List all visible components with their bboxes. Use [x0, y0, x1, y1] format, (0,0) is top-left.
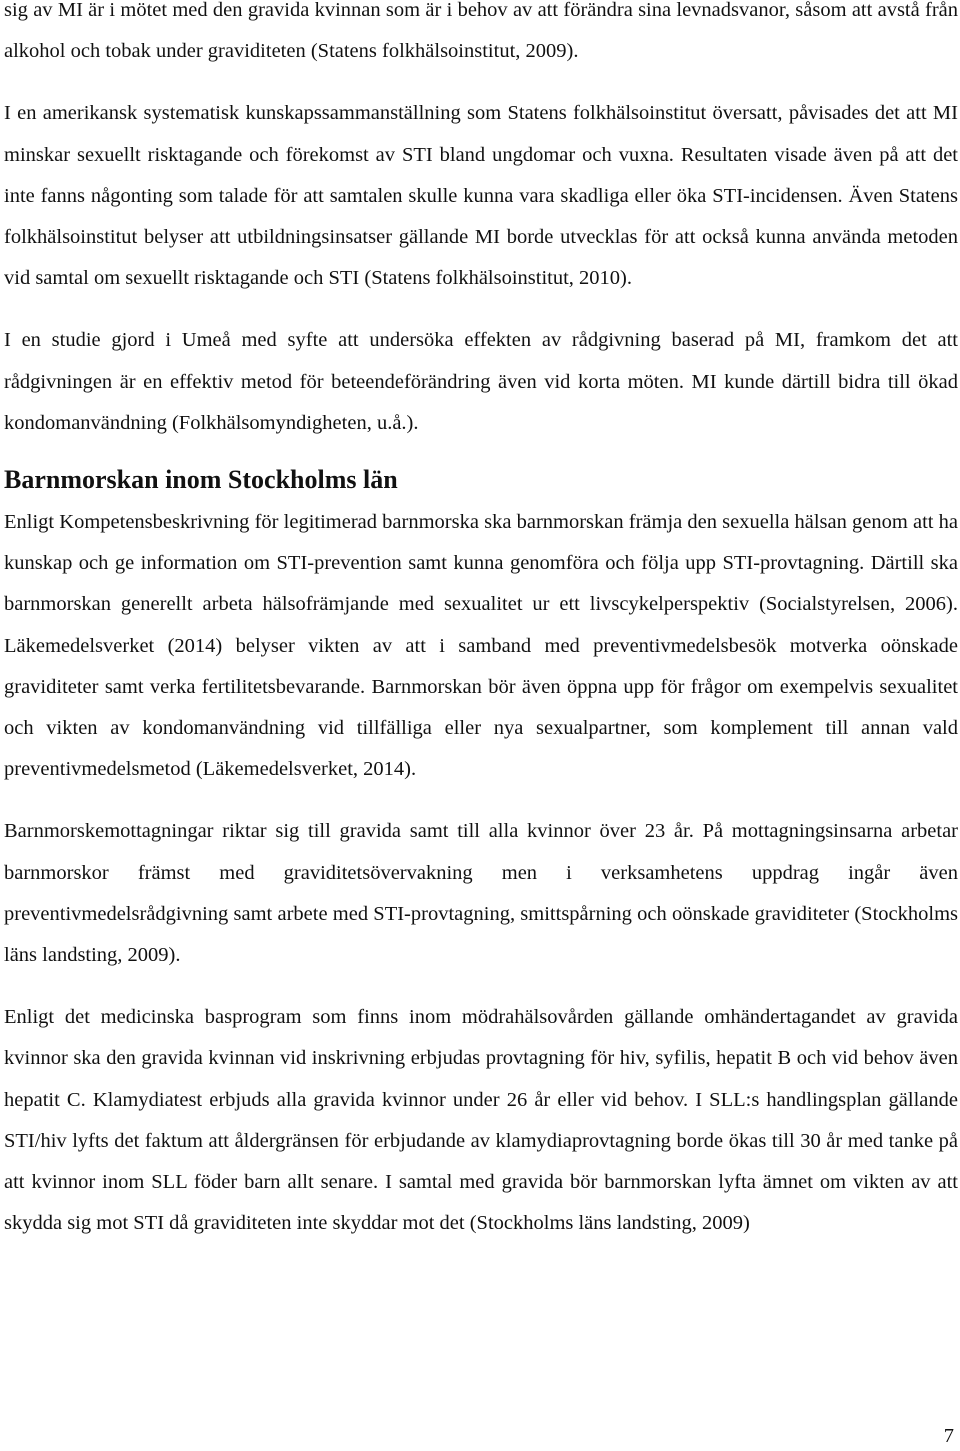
section-heading: Barnmorskan inom Stockholms län	[4, 465, 398, 495]
paragraph-mi-pregnancy: sig av MI är i mötet med den gravida kvinnan som är i behov av att förändra sina levnadsvanor, såsom att avstå från alkohol och tobak under graviditeten (Statens folkhälsoinstitut, 2009).	[4, 0, 958, 63]
paragraph-competence-description: Enligt Kompetensbeskrivning för legitimerad barnmorska ska barnmorskan främja den sexuella hälsan genom att ha kunskap och ge information om STI-prevention samt kunna genomföra och följa upp STI-provtagning. Därtill ska barnmorskan generellt arbeta hälsofrämjande med sexualitet ur ett livscykelperspektiv (Socialstyrelsen, 2006). Läkemedelsverket (2014) belyser vikten av att i samband med preventivmedelsbesök motverka oönskade graviditeter samt verka fertilitetsbevarande. Barnmorskan bör även öppna upp för frågor om exempelvis sexualitet och vikten av kondomanvändning vid tillfälliga eller nya sexualpartner, som komplement till annan vald preventivmedelsmetod (Läkemedelsverket, 2014).	[4, 511, 958, 781]
page-number: 7	[943, 1425, 954, 1447]
paragraph-midwife-clinics: Barnmorskemottagningar riktar sig till gravida samt till alla kvinnor över 23 år. På mottagningsinsarna arbetar barnmorskor främst med graviditetsövervakning men i verksamhetens uppdrag ingår även preventivmedelsrådgivning samt arbete med STI-provtagning, smittspårning och oönskade graviditeter (Stockholms läns landsting, 2009).	[4, 820, 958, 967]
document-body	[4, 0, 958, 1244]
paragraph-mi-sti-review: I en amerikansk systematisk kunskapssammanställning som Statens folkhälsoinstitut översatt, påvisades det att MI minskar sexuellt risktagande och förekomst av STI bland ungdomar och vuxna. Resultaten visade även på att det inte fanns någonting som talade för att samtalen skulle kunna vara skadliga eller öka STI-incidensen. Även Statens folkhälsoinstitut belyser att utbildningsinsatser gällande MI borde utvecklas för att också kunna använda metoden vid samtal om sexuellt risktagande och STI (Statens folkhälsoinstitut, 2010).	[4, 102, 958, 290]
paragraph-umea-study: I en studie gjord i Umeå med syfte att undersöka effekten av rådgivning baserad på MI, framkom det att rådgivningen är en effektiv metod för beteendeförändring även vid korta möten. MI kunde därtill bidra till ökad kondomanvändning (Folkhälsomyndigheten, u.å.).	[4, 329, 958, 434]
paragraph-basic-program: Enligt det medicinska basprogram som finns inom mödrahälsovården gällande omhändertagandet av gravida kvinnor ska den gravida kvinnan vid inskrivning erbjudas provtagning för hiv, syfilis, hepatit B och vid behov även hepatit C. Klamydiatest erbjuds alla gravida kvinnor under 26 år eller vid behov. I SLL:s handlingsplan gällande STI/hiv lyfts det faktum att åldergränsen för erbjudande av klamydiaprovtagning borde ökas till 30 år med tanke på att kvinnor inom SLL föder barn allt senare. I samtal med gravida bör barnmorskan lyfta ämnet om vikten av att skydda sig mot STI då graviditeten inte skyddar mot det (Stockholms läns landsting, 2009)	[4, 1006, 958, 1235]
